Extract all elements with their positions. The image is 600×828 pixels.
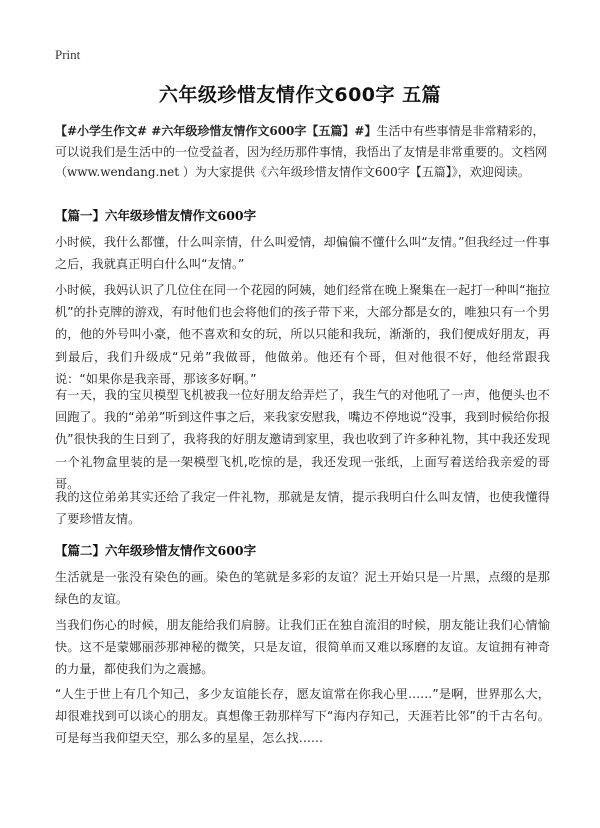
print-label[interactable]: Print	[55, 47, 81, 62]
document-title: 六年级珍惜友情作文600字 五篇	[158, 84, 442, 106]
intro-paragraph	[55, 121, 550, 183]
section-2-paragraph: 当我们伤心的时候，朋友能给我们肩膀。让我们正在独自流泪的时候，朋友能让我们心情愉快。这不是蒙娜丽莎那神秘的微笑，只是友谊，很简单而又难以琢磨的友谊。友谊拥有神奇的力量，都使我们为之震撼。	[55, 618, 550, 677]
section-1-paragraph: 我的这位弟弟其实还给了我定一件礼物，那就是友情，提示我明白什么叫友情，也使我懂得了要珍惜友情。	[55, 490, 550, 527]
section-2-paragraph: 生活就是一张没有染色的画。染色的笔就是多彩的友谊？泥土开始只是一片黑，点缀的是那绿色的友谊。	[55, 570, 550, 607]
section-1-heading: 【篇一】六年级珍惜友情作文600字	[55, 208, 257, 223]
section-1-paragraph: 有一天，我的宝贝模型飞机被我一位好朋友给弄烂了，我生气的对他吼了一声，他便头也不回跑了。我的“弟弟”听到这件事之后，来我家安慰我，嘴边不停地说“没事，我到时候给你报仇”很快我的生日到了，我将我的好朋友邀请到家里，我也收到了许多种礼物，其中我还发现一个礼物盒里装的是一架模型飞机,吃惊的是，我还发现一张纸，上面写着送给我亲爱的哥哥。	[55, 388, 550, 491]
section-2-heading: 【篇二】六年级珍惜友情作文600字	[55, 543, 257, 558]
intro-text: 生活中有些事情是非常精彩的，可以说我们是生活中的一位受益者，因为经历那件事情，我悟出了友情是非常重要的。文档网（www.wendang.net ）为大家提供《六年级珍惜友情作文600字【五篇】》，欢迎阅读。	[55, 124, 548, 179]
intro-tag: 【#小学生作文# #六年级珍惜友情作文600字【五篇】#】	[55, 124, 377, 138]
section-1-paragraph: 小时候，我妈认识了几位住在同一个花园的阿姨，她们经常在晚上聚集在一起打一种叫“拖拉机”的扑克牌的游戏，有时他们也会将他们的孩子带下来，大部分都是女的，唯独只有一个男的，他的外号叫小豪，他不喜欢和女的玩，所以只能和我玩，渐渐的，我们便成好朋友，再到最后，我们升级成“兄弟”我做哥，他做弟。他还有个哥，但对他很不好，他经常跟我说：“如果你是我亲哥，那该多好啊。”	[55, 283, 550, 386]
section-2-paragraph: “人生于世上有几个知己，多少友谊能长存，愿友谊常在你我心里……”是啊，世界那么大，却很难找到可以谈心的朋友。真想像王勃那样写下“海内存知己，天涯若比邻”的千古名句。可是每当我仰望天空，那么多的星星，怎么找……	[55, 687, 550, 746]
section-1-paragraph: 小时候，我什么都懂，什么叫亲情，什么叫爱情，却偏偏不懂什么叫“友情。”但我经过一件事之后，我就真正明白什么叫“友情。”	[55, 235, 550, 272]
